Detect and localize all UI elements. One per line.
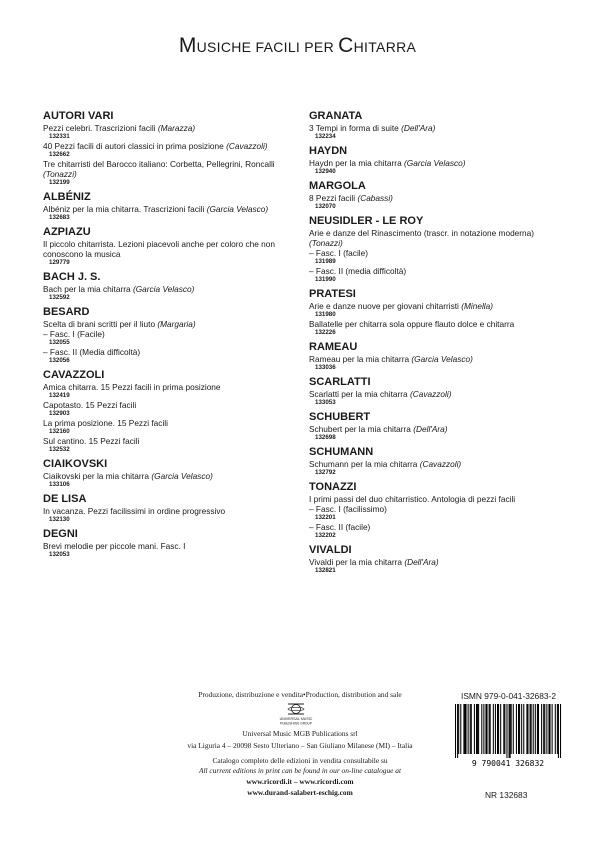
entry-code: 132419 — [49, 392, 70, 399]
barcode-bar — [466, 704, 467, 754]
composer-section — [309, 179, 557, 211]
catalog-entry — [309, 354, 557, 372]
catalog-entry — [309, 557, 557, 575]
entry-editor: (Garcia Velasco) — [132, 284, 195, 294]
barcode-bar — [460, 704, 461, 754]
barcode-bar — [530, 704, 531, 754]
composer-name: DEGNI — [43, 528, 78, 540]
entry-code: 132199 — [49, 179, 70, 186]
catalog-note-it: Catalogo completo delle edizioni in vendita consultabile su — [212, 756, 388, 765]
barcode-bar — [483, 704, 484, 754]
entry-code: 132903 — [49, 410, 70, 417]
entry-editor: (Minella) — [461, 301, 494, 311]
entry-code: 133106 — [49, 481, 70, 488]
barcode-bar — [543, 704, 544, 754]
barcode-bar — [555, 704, 556, 754]
catalog-entry — [309, 248, 557, 266]
entry-code: 133053 — [315, 399, 336, 406]
entry-editor: (Garcia Velasco) — [206, 204, 269, 214]
entry-editor: (Dell'Ara) — [401, 123, 436, 133]
barcode-bar — [535, 704, 536, 754]
barcode-bar — [464, 704, 465, 754]
entry-editor: (Cavazzoli) — [226, 141, 268, 151]
composer-name: DE LISA — [43, 493, 87, 505]
barcode-bar — [541, 704, 542, 754]
entry-code: 132592 — [49, 294, 70, 301]
barcode-bar — [533, 704, 534, 754]
entry-code: 132662 — [49, 151, 70, 158]
catalog-entry — [309, 522, 557, 540]
catalog-entry — [43, 436, 295, 454]
entry-title: Haydn per la mia chitarra — [309, 158, 402, 168]
entry-title: Schumann per la mia chitarra — [309, 459, 418, 469]
entry-title: – Fasc. II (Media difficoltà) — [43, 347, 141, 357]
entry-code: 129779 — [49, 259, 70, 266]
entry-title: 40 Pezzi facili di autori classici in prima posizione — [43, 141, 224, 151]
entry-title: Scelta di brani scritti per il liuto — [43, 319, 156, 329]
entry-editor: (Tonazzi) — [43, 169, 77, 179]
barcode-bar — [468, 704, 469, 754]
entry-title: Vivaldi per la mia chitarra — [309, 557, 402, 567]
catalog-entry — [43, 418, 295, 436]
composer-name: GRANATA — [309, 110, 363, 122]
entry-code: 132055 — [49, 339, 70, 346]
composer-name: CAVAZZOLI — [43, 369, 105, 381]
composer-section — [43, 368, 295, 454]
composer-name: SCARLATTI — [309, 376, 371, 388]
barcode-bar — [476, 704, 477, 754]
composer-section — [43, 457, 295, 489]
entry-editor: (Garcia Velasco) — [404, 158, 466, 168]
composer-section — [43, 225, 295, 267]
barcode-bar — [550, 704, 551, 754]
catalog-entry — [309, 319, 557, 337]
barcode-bar — [477, 704, 478, 754]
entry-title: In vacanza. Pezzi facilissimi in ordine progressivo — [43, 506, 226, 516]
composer-name: HAYDN — [309, 145, 348, 157]
entry-title: Brevi melodie per piccole mani. Fasc. I — [43, 541, 186, 551]
barcode-bar — [458, 704, 459, 754]
catalog-entry — [43, 471, 295, 489]
entry-editor: (Marazza) — [157, 123, 196, 133]
entry-code: 133036 — [315, 364, 336, 371]
catalog-entry — [309, 494, 557, 504]
catalog-entry — [309, 389, 557, 407]
entry-title: Pezzi celebri. Trascrizioni facili — [43, 123, 156, 133]
barcode — [453, 704, 563, 768]
barcode-bar — [537, 704, 538, 754]
barcode-bar — [523, 704, 524, 754]
composer-section — [43, 270, 295, 302]
composer-section — [309, 543, 557, 575]
entry-title: Il piccolo chitarrista. Lezioni piacevoli anche per coloro che non conoscono la musica — [43, 239, 275, 259]
entry-code: 132201 — [315, 514, 336, 521]
barcode-bar — [503, 704, 504, 754]
entry-editor: (Cavazzoli) — [410, 389, 452, 399]
barcode-bar — [489, 704, 490, 754]
entry-code: 132331 — [49, 133, 70, 140]
catalog-entry — [43, 239, 295, 267]
composer-name: VIVALDI — [309, 544, 352, 556]
composer-section — [309, 214, 557, 284]
barcode-bar — [506, 704, 507, 758]
barcode-bar — [481, 704, 482, 754]
catalog-entry — [43, 284, 295, 302]
entry-title: Capotasto. 15 Pezzi facili — [43, 400, 137, 410]
entry-title: – Fasc. I (facile) — [309, 248, 369, 258]
catalog-entry — [43, 400, 295, 418]
composer-section — [43, 305, 295, 365]
barcode-bar — [526, 704, 527, 754]
ricordi-com-link[interactable]: www.ricordi.com — [299, 777, 354, 786]
barcode-bar — [485, 704, 486, 754]
entry-code: 132130 — [49, 516, 70, 523]
barcode-digits: 9 790041 326832 — [471, 759, 545, 768]
composer-name: CIAIKOVSKI — [43, 458, 108, 470]
entry-code: 132532 — [49, 446, 70, 453]
catalog-entry — [43, 319, 295, 329]
catalog-entry — [309, 301, 557, 319]
entry-code: 132056 — [49, 357, 70, 364]
entry-title: Scarlatti per la mia chitarra — [309, 389, 408, 399]
ismn-code: ISMN 979-0-041-32683-2 — [461, 691, 556, 701]
barcode-bar — [493, 704, 494, 754]
composer-name: TONAZZI — [309, 481, 357, 493]
barcode-bar — [557, 704, 558, 754]
barcode-bar — [527, 704, 528, 754]
page-title: MUSICHE FACILI PER CHITARRA — [178, 34, 417, 57]
barcode-bar — [457, 704, 458, 758]
composer-section — [309, 287, 557, 337]
barcode-bar — [498, 704, 499, 754]
barcode-bar — [471, 704, 472, 754]
entry-title: – Fasc. I (Facile) — [43, 329, 105, 339]
entry-editor: (Dell'Ara) — [404, 557, 439, 567]
barcode-bar — [487, 704, 488, 754]
ricordi-it-link[interactable]: www.ricordi.it — [246, 777, 292, 786]
catalog-entry — [43, 159, 295, 187]
barcode-bar — [497, 704, 498, 754]
composer-section — [43, 527, 295, 559]
catalog-entry — [43, 382, 295, 400]
entry-title: Tre chitarristi del Barocco italiano: Corbetta, Pellegrini, Roncalli — [43, 159, 275, 169]
composer-name: AZPIAZU — [43, 226, 91, 238]
entry-title: Rameau per la mia chitarra — [309, 354, 410, 364]
catalog-entry — [309, 158, 557, 176]
entry-editor: (Cavazzoli) — [419, 459, 462, 469]
durand-link[interactable]: www.durand-salabert-eschig.com — [247, 788, 353, 797]
composer-section — [43, 190, 295, 222]
logo-line2: PUBLISHING GROUP — [280, 721, 312, 726]
catalog-entry — [309, 228, 557, 248]
entry-code: 132698 — [315, 434, 336, 441]
barcode-bar — [521, 704, 522, 754]
entry-code: 132226 — [315, 329, 336, 336]
catalog-entry — [309, 504, 557, 522]
entry-code: 132940 — [315, 168, 336, 175]
catalog-number: NR 132683 — [485, 790, 528, 800]
entry-title: Schubert per la mia chitarra — [309, 424, 411, 434]
composer-section — [309, 445, 557, 477]
entry-title: Amica chitarra. 15 Pezzi facili in prima posizione — [43, 382, 221, 392]
composer-section — [309, 375, 557, 407]
entry-title: Ballatelle per chitarra sola oppure flauto dolce e chitarra — [309, 319, 515, 329]
barcode-bar — [544, 704, 545, 754]
catalog-entry — [43, 141, 295, 159]
composer-name: BESARD — [43, 306, 90, 318]
composer-name: RAMEAU — [309, 341, 358, 353]
entry-title: La prima posizione. 15 Pezzi facili — [43, 418, 168, 428]
composer-name: MARGOLA — [309, 180, 366, 192]
universal-music-logo — [270, 703, 322, 729]
composer-section — [309, 410, 557, 442]
entry-code: 132234 — [315, 133, 336, 140]
entry-title: Arie e danze del Rinascimento (trascr. in notazione moderna) — [309, 228, 535, 238]
catalog-entry — [43, 506, 295, 524]
barcode-bar — [478, 704, 479, 754]
composer-name: ALBÉNIZ — [43, 191, 91, 203]
barcode-bar — [531, 704, 532, 754]
entry-editor: (Dell'Ara) — [413, 424, 448, 434]
entry-code: 132792 — [315, 469, 336, 476]
catalog-entry — [43, 347, 295, 365]
entry-code: 131989 — [315, 258, 336, 265]
barcode-bar — [490, 704, 491, 754]
composer-section — [43, 109, 295, 187]
catalog-entry — [309, 424, 557, 442]
entry-code: 132070 — [315, 203, 336, 210]
barcode-bar — [538, 704, 539, 754]
barcode-bar — [510, 704, 511, 758]
barcode-bar — [470, 704, 471, 754]
composer-name: SCHUBERT — [309, 411, 371, 423]
entry-code: 132202 — [315, 532, 336, 539]
entry-title: – Fasc. I (facilissimo) — [309, 504, 387, 514]
entry-title: 8 Pezzi facili — [309, 193, 356, 203]
barcode-bar — [546, 704, 547, 754]
entry-editor: (Tonazzi) — [309, 238, 343, 248]
entry-editor: (Garcia Velasco) — [411, 354, 473, 364]
composer-section — [309, 480, 557, 540]
catalog-entry — [309, 459, 557, 477]
barcode-bar — [455, 704, 456, 758]
publisher-address: via Liguria 4 – 20098 Sesto Ulteriano – San Giuliano Milanese (MI) – Italia — [187, 741, 413, 750]
production-line: Produzione, distribuzione e vendita•Production, distribution and sale — [198, 690, 402, 699]
barcode-bar — [558, 704, 559, 758]
composer-name: PRATESI — [309, 288, 356, 300]
entry-code: 132683 — [49, 214, 70, 221]
barcode-bar — [548, 704, 549, 754]
catalog-right-column — [309, 108, 557, 578]
composer-section — [43, 492, 295, 524]
barcode-bar — [518, 704, 519, 754]
catalog-entry — [43, 329, 295, 347]
composer-section — [309, 144, 557, 176]
barcode-bar — [511, 704, 512, 754]
entry-editor: (Garcia Velasco) — [151, 471, 213, 481]
barcode-bar — [509, 704, 510, 758]
entry-code: 132053 — [49, 551, 70, 558]
barcode-bar — [560, 704, 561, 758]
publisher-name: Universal Music MGB Publications srl — [242, 729, 358, 738]
entry-title: – Fasc. II (media difficoltà) — [309, 266, 407, 276]
barcode-bar — [474, 704, 475, 754]
entry-code: 131990 — [315, 276, 336, 283]
barcode-bar — [463, 704, 464, 754]
barcode-bar — [516, 704, 517, 754]
entry-code: 131980 — [315, 311, 336, 318]
catalog-entry — [309, 266, 557, 284]
website-links: www.ricordi.it – www.ricordi.com — [246, 777, 354, 786]
catalog-entry — [43, 541, 295, 559]
composer-section — [309, 109, 557, 141]
barcode-bar — [519, 704, 520, 754]
logo-line1: UNIVERSAL MUSIC — [279, 717, 313, 721]
catalog-note-en: All current editions in print can be found in our on-line catalogue at — [198, 766, 402, 775]
entry-title: – Fasc. II (facile) — [309, 522, 371, 532]
catalog-entry — [309, 123, 557, 141]
composer-name: NEUSIDLER - LE ROY — [309, 215, 424, 227]
entry-editor: (Cabassi) — [357, 193, 393, 203]
entry-title: 3 Tempi in forma di suite — [309, 123, 399, 133]
barcode-bar — [500, 704, 501, 754]
catalog-entry — [43, 123, 295, 141]
entry-code: 132821 — [315, 567, 336, 574]
entry-title: Arie e danze nuove per giovani chitarristi — [309, 301, 459, 311]
entry-title: I primi passi del duo chitarristico. Antologia di pezzi facili — [309, 494, 516, 504]
composer-name: SCHUMANN — [309, 446, 374, 458]
entry-title: Albéniz per la mia chitarra. Trascrizioni facili — [43, 204, 205, 214]
composer-name: AUTORI VARI — [43, 110, 114, 122]
entry-code: 132160 — [49, 428, 70, 435]
barcode-bar — [513, 704, 514, 754]
composer-section — [309, 340, 557, 372]
catalog-entry — [43, 204, 295, 222]
barcode-bar — [504, 704, 505, 754]
entry-title: Ciaikovski per la mia chitarra — [43, 471, 150, 481]
entry-editor: (Margaria) — [157, 319, 196, 329]
composer-name: BACH J. S. — [43, 271, 101, 283]
barcode-bar — [495, 704, 496, 754]
barcode-bar — [552, 704, 553, 754]
catalog-left-column — [43, 108, 295, 562]
entry-title: Sul cantino. 15 Pezzi facili — [43, 436, 140, 446]
catalog-entry — [309, 193, 557, 211]
entry-title: Bach per la mia chitarra — [43, 284, 131, 294]
